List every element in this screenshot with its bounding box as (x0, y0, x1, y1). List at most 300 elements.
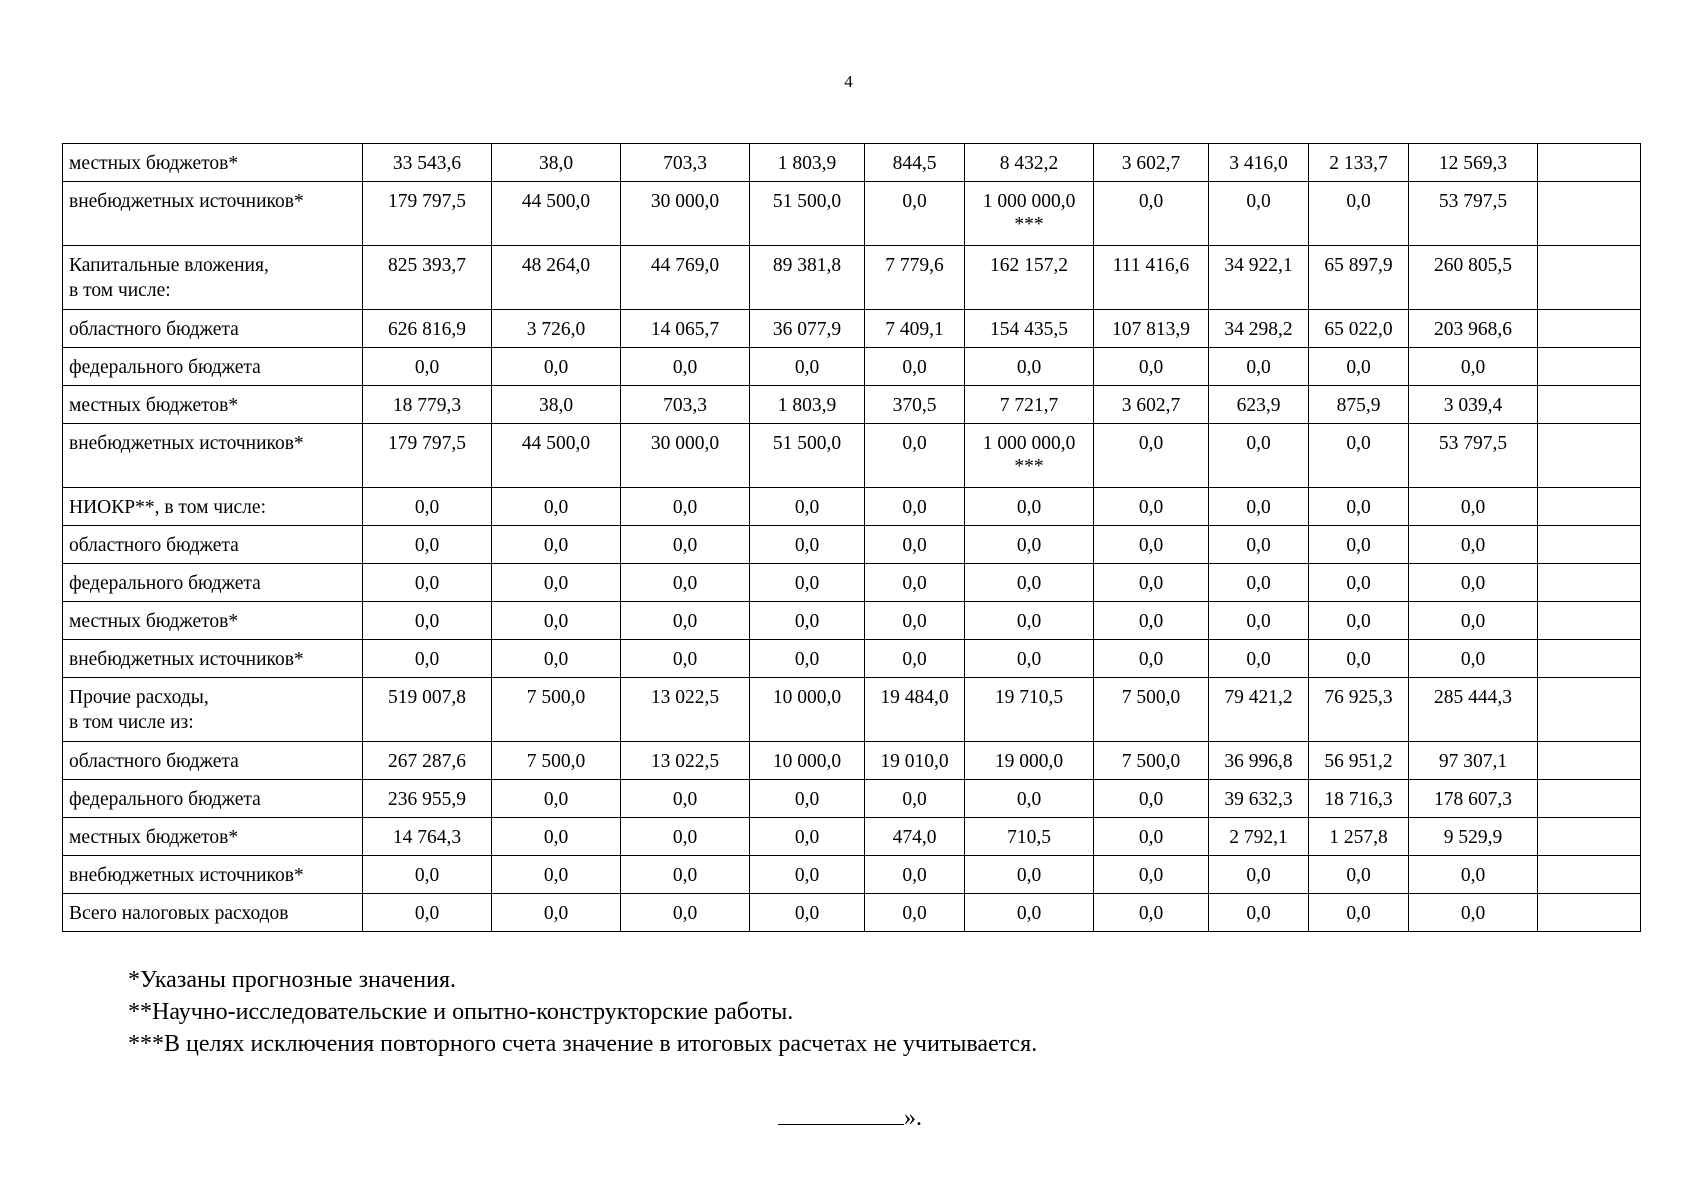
table-cell (492, 424, 621, 488)
table-cell (1309, 678, 1409, 742)
cell-value: 0,0 (1460, 611, 1486, 632)
cell-footnote-mark: *** (1014, 456, 1044, 477)
table-cell (1094, 144, 1209, 182)
table-body (63, 144, 1641, 932)
table-cell (1409, 742, 1538, 780)
table-cell (1209, 424, 1309, 488)
table-cell (865, 856, 965, 894)
table-cell (1538, 310, 1641, 348)
table-cell (1209, 602, 1309, 640)
cell-value: 0,0 (543, 573, 569, 594)
table-cell (1094, 894, 1209, 932)
table-cell (750, 182, 865, 246)
table-cell (363, 818, 492, 856)
cell-value: 0,0 (794, 573, 820, 594)
table-cell (750, 310, 865, 348)
table-cell (1094, 564, 1209, 602)
cell-value: 203 968,6 (1434, 319, 1512, 340)
table-cell (965, 144, 1094, 182)
cell-value: 1 803,9 (777, 153, 837, 174)
cell-value: 703,3 (663, 395, 707, 416)
cell-value: 0,0 (1016, 497, 1042, 518)
table-cell (492, 310, 621, 348)
cell-value: 89 381,8 (772, 255, 842, 276)
table-cell (865, 348, 965, 386)
row-label: федерального бюджета (63, 564, 363, 602)
cell-value: 0,0 (1246, 903, 1271, 924)
table-cell (363, 602, 492, 640)
cell-footnote-mark: *** (1014, 214, 1044, 235)
row-label: Прочие расходы, в том числе из: (63, 678, 363, 742)
table-cell (1309, 818, 1409, 856)
cell-value: 51 500,0 (772, 191, 842, 212)
table-cell (750, 894, 865, 932)
cell-value: 0,0 (414, 611, 440, 632)
table-cell (865, 602, 965, 640)
cell-value: 0,0 (672, 789, 698, 810)
table-cell (1209, 564, 1309, 602)
cell-value: 0,0 (414, 535, 440, 556)
cell-value: 0,0 (543, 827, 569, 848)
table-cell (621, 678, 750, 742)
table-cell (492, 246, 621, 310)
table-cell (621, 640, 750, 678)
cell-value: 79 421,2 (1224, 687, 1293, 708)
table-cell (492, 640, 621, 678)
cell-value: 19 000,0 (994, 751, 1064, 772)
table-cell (1409, 856, 1538, 894)
cell-value: 0,0 (672, 903, 698, 924)
table-cell (363, 526, 492, 564)
table-cell (1309, 424, 1409, 488)
table-cell (492, 818, 621, 856)
cell-value: 18 779,3 (392, 395, 462, 416)
table-cell (492, 526, 621, 564)
cell-value: 0,0 (1346, 903, 1371, 924)
row-label: местных бюджетов* (63, 602, 363, 640)
table-cell (1094, 856, 1209, 894)
table-cell (750, 348, 865, 386)
cell-value: 179 797,5 (388, 433, 466, 454)
table-cell (621, 424, 750, 488)
table-cell (1309, 144, 1409, 182)
row-label: внебюджетных источников* (63, 424, 363, 488)
table-cell (750, 526, 865, 564)
table-row (63, 424, 1641, 488)
cell-value: 65 022,0 (1324, 319, 1393, 340)
table-cell (865, 386, 965, 424)
table-cell (750, 386, 865, 424)
cell-value: 162 157,2 (990, 255, 1068, 276)
cell-value: 3 602,7 (1121, 153, 1181, 174)
table-cell (1309, 742, 1409, 780)
cell-value: 0,0 (902, 649, 927, 670)
table-cell (1409, 780, 1538, 818)
cell-value: 154 435,5 (990, 319, 1068, 340)
cell-value: 0,0 (1346, 433, 1371, 454)
table-cell (363, 348, 492, 386)
table-cell (621, 144, 750, 182)
cell-value: 12 569,3 (1438, 153, 1508, 174)
table-row (63, 310, 1641, 348)
table-cell (492, 742, 621, 780)
cell-value: 3 416,0 (1229, 153, 1288, 174)
cell-value: 0,0 (1460, 903, 1486, 924)
table-cell (1209, 894, 1309, 932)
table-cell (621, 742, 750, 780)
table-cell (1209, 386, 1309, 424)
table-cell (1538, 424, 1641, 488)
table-cell (1094, 742, 1209, 780)
table-cell (1094, 386, 1209, 424)
table-cell (492, 856, 621, 894)
table-cell (965, 640, 1094, 678)
cell-value: 3 726,0 (526, 319, 586, 340)
table-cell (1538, 894, 1641, 932)
cell-value: 285 444,3 (1434, 687, 1512, 708)
table-cell (750, 144, 865, 182)
cell-value: 0,0 (672, 497, 698, 518)
table-cell (363, 182, 492, 246)
cell-value: 0,0 (1016, 903, 1042, 924)
table-cell (1538, 386, 1641, 424)
table-cell (363, 678, 492, 742)
cell-value: 0,0 (794, 535, 820, 556)
cell-value: 0,0 (1246, 433, 1271, 454)
table-cell (965, 386, 1094, 424)
table-cell (750, 742, 865, 780)
table-cell (492, 678, 621, 742)
cell-value: 7 500,0 (1121, 687, 1181, 708)
table-cell (1094, 818, 1209, 856)
cell-value: 107 813,9 (1112, 319, 1190, 340)
cell-value: 111 416,6 (1112, 255, 1190, 276)
row-label: областного бюджета (63, 526, 363, 564)
cell-value: 0,0 (1016, 649, 1042, 670)
row-label: НИОКР**, в том числе: (63, 488, 363, 526)
cell-value: 370,5 (892, 395, 937, 416)
cell-value: 0,0 (1460, 865, 1486, 886)
cell-value: 0,0 (1460, 535, 1486, 556)
table-cell (965, 678, 1094, 742)
row-label: местных бюджетов* (63, 818, 363, 856)
cell-value: 710,5 (1007, 827, 1051, 848)
cell-value: 39 632,3 (1224, 789, 1293, 810)
table-cell (865, 424, 965, 488)
table-cell (1309, 780, 1409, 818)
table-row (63, 856, 1641, 894)
table-cell (1094, 182, 1209, 246)
cell-value: 0,0 (414, 357, 440, 378)
table-cell (621, 310, 750, 348)
table-cell (363, 780, 492, 818)
table-cell (621, 564, 750, 602)
cell-value: 0,0 (543, 611, 569, 632)
cell-value: 0,0 (902, 433, 927, 454)
cell-value: 19 710,5 (994, 687, 1064, 708)
table-cell (621, 488, 750, 526)
table-cell (1309, 386, 1409, 424)
cell-value: 0,0 (794, 827, 820, 848)
cell-value: 0,0 (414, 497, 440, 518)
table-cell (363, 856, 492, 894)
table-cell (1309, 894, 1409, 932)
cell-value: 0,0 (1346, 535, 1371, 556)
cell-value: 10 000,0 (772, 751, 842, 772)
table-cell (865, 182, 965, 246)
cell-value: 260 805,5 (1434, 255, 1512, 276)
cell-value: 0,0 (1346, 357, 1371, 378)
table-cell (1409, 246, 1538, 310)
table-cell (965, 310, 1094, 348)
row-label: Всего налоговых расходов (63, 894, 363, 932)
table-cell (1209, 488, 1309, 526)
cell-value: 0,0 (1016, 357, 1042, 378)
table-cell (1538, 602, 1641, 640)
cell-value: 0,0 (1246, 865, 1271, 886)
table-cell (865, 310, 965, 348)
table-cell (750, 780, 865, 818)
cell-value: 519 007,8 (388, 687, 466, 708)
table-cell (621, 602, 750, 640)
cell-value: 178 607,3 (1434, 789, 1512, 810)
cell-value: 0,0 (1246, 357, 1271, 378)
table-cell (1209, 144, 1309, 182)
table-cell (621, 818, 750, 856)
cell-value: 0,0 (543, 497, 569, 518)
table-cell (363, 144, 492, 182)
table-row (63, 780, 1641, 818)
cell-value: 44 769,0 (650, 255, 720, 276)
cell-value: 48 264,0 (521, 255, 591, 276)
table-cell (492, 894, 621, 932)
table-cell (1094, 310, 1209, 348)
table-cell (1209, 640, 1309, 678)
cell-value: 0,0 (1138, 497, 1164, 518)
table-cell (1538, 144, 1641, 182)
cell-value: 0,0 (902, 535, 927, 556)
cell-value: 0,0 (672, 535, 698, 556)
cell-value: 30 000,0 (650, 191, 720, 212)
table-cell (621, 894, 750, 932)
cell-value: 36 077,9 (772, 319, 842, 340)
budget-table (62, 143, 1641, 932)
cell-value: 0,0 (1246, 535, 1271, 556)
table-cell (1538, 564, 1641, 602)
cell-value: 0,0 (902, 357, 927, 378)
cell-value: 2 792,1 (1229, 827, 1288, 848)
row-label: Капитальные вложения, в том числе: (63, 246, 363, 310)
table-cell (750, 818, 865, 856)
table-cell (492, 780, 621, 818)
cell-value: 0,0 (1138, 191, 1164, 212)
cell-value: 0,0 (1138, 903, 1164, 924)
footnote-forecast: *Указаны прогнозные значения. (128, 967, 457, 993)
table-cell (1094, 602, 1209, 640)
table-cell (1094, 640, 1209, 678)
cell-value: 0,0 (794, 497, 820, 518)
table-cell (750, 246, 865, 310)
table-row (63, 894, 1641, 932)
cell-value: 36 996,8 (1224, 751, 1293, 772)
table-cell (1209, 818, 1309, 856)
cell-value: 0,0 (1138, 827, 1164, 848)
table-cell (363, 310, 492, 348)
table-cell (1309, 182, 1409, 246)
cell-value: 0,0 (1138, 573, 1164, 594)
table-cell (363, 488, 492, 526)
cell-value: 0,0 (1138, 865, 1164, 886)
table-cell (865, 564, 965, 602)
cell-value: 0,0 (1246, 573, 1271, 594)
table-row (63, 564, 1641, 602)
cell-value: 0,0 (414, 903, 440, 924)
cell-value: 0,0 (543, 535, 569, 556)
table-cell (492, 602, 621, 640)
table-cell (965, 526, 1094, 564)
cell-value: 1 803,9 (777, 395, 837, 416)
table-cell (1538, 742, 1641, 780)
cell-value: 825 393,7 (388, 255, 466, 276)
table-cell (363, 894, 492, 932)
cell-value: 0,0 (794, 649, 820, 670)
table-cell (865, 526, 965, 564)
table-cell (750, 564, 865, 602)
cell-value: 844,5 (892, 153, 937, 174)
cell-value: 236 955,9 (388, 789, 466, 810)
table-cell (363, 564, 492, 602)
table-cell (1538, 856, 1641, 894)
cell-value: 44 500,0 (521, 433, 591, 454)
cell-value: 13 022,5 (650, 751, 720, 772)
table-cell (1538, 182, 1641, 246)
cell-value: 38,0 (538, 153, 574, 174)
table-cell (492, 144, 621, 182)
cell-value: 0,0 (1138, 357, 1164, 378)
cell-value: 56 951,2 (1324, 751, 1393, 772)
cell-value: 7 721,7 (999, 395, 1059, 416)
cell-value: 0,0 (672, 827, 698, 848)
table-row (63, 640, 1641, 678)
footnotes (128, 964, 1037, 1060)
table-cell (492, 488, 621, 526)
cell-value: 30 000,0 (650, 433, 720, 454)
table-cell (1409, 894, 1538, 932)
table-cell (1094, 526, 1209, 564)
cell-value: 7 779,6 (885, 255, 944, 276)
cell-value: 1 257,8 (1329, 827, 1388, 848)
cell-value: 14 764,3 (392, 827, 462, 848)
table-cell (621, 348, 750, 386)
table-cell (492, 564, 621, 602)
row-label: областного бюджета (63, 742, 363, 780)
cell-value: 179 797,5 (388, 191, 466, 212)
table-cell (865, 742, 965, 780)
table-cell (492, 386, 621, 424)
table-row (63, 386, 1641, 424)
table-cell (1409, 348, 1538, 386)
table-cell (1309, 564, 1409, 602)
table-row (63, 526, 1641, 564)
table-cell (363, 386, 492, 424)
table-row (63, 602, 1641, 640)
cell-value: 53 797,5 (1438, 433, 1508, 454)
table-cell (1309, 856, 1409, 894)
cell-value: 0,0 (1246, 497, 1271, 518)
cell-value: 0,0 (902, 497, 927, 518)
cell-value: 10 000,0 (772, 687, 842, 708)
table-cell (1538, 348, 1641, 386)
table-cell (1309, 348, 1409, 386)
cell-value: 0,0 (1460, 649, 1486, 670)
table-cell (363, 246, 492, 310)
cell-value: 97 307,1 (1438, 751, 1508, 772)
table-cell (1209, 742, 1309, 780)
closing-line (778, 1098, 922, 1132)
cell-value: 0,0 (672, 865, 698, 886)
cell-value: 0,0 (1246, 649, 1271, 670)
cell-value: 3 039,4 (1443, 395, 1503, 416)
cell-value: 0,0 (672, 649, 698, 670)
table-cell (965, 246, 1094, 310)
table-cell (965, 424, 1094, 488)
cell-value: 3 602,7 (1121, 395, 1181, 416)
table-cell (1309, 488, 1409, 526)
table-cell (965, 564, 1094, 602)
cell-value: 0,0 (1246, 611, 1271, 632)
table-cell (965, 602, 1094, 640)
cell-value: 9 529,9 (1443, 827, 1503, 848)
cell-value: 0,0 (902, 611, 927, 632)
cell-value: 0,0 (794, 611, 820, 632)
cell-value: 0,0 (1138, 789, 1164, 810)
table-cell (750, 640, 865, 678)
cell-value: 0,0 (1346, 865, 1371, 886)
table-cell (965, 488, 1094, 526)
cell-value: 19 484,0 (880, 687, 949, 708)
cell-value: 0,0 (794, 357, 820, 378)
cell-value: 14 065,7 (650, 319, 720, 340)
table-cell (965, 348, 1094, 386)
table-cell (1538, 640, 1641, 678)
cell-value: 623,9 (1236, 395, 1281, 416)
signature-blank (778, 1098, 904, 1125)
table-cell (965, 780, 1094, 818)
table-cell (865, 818, 965, 856)
cell-value: 0,0 (1346, 573, 1371, 594)
cell-value: 0,0 (672, 357, 698, 378)
table-cell (1538, 780, 1641, 818)
cell-value: 0,0 (1460, 497, 1486, 518)
table-cell (1409, 640, 1538, 678)
row-label: местных бюджетов* (63, 386, 363, 424)
table-cell (621, 856, 750, 894)
cell-value: 65 897,9 (1324, 255, 1393, 276)
table-cell (1309, 602, 1409, 640)
cell-value: 0,0 (1016, 611, 1042, 632)
table-cell (865, 678, 965, 742)
cell-value: 44 500,0 (521, 191, 591, 212)
table-cell (1538, 678, 1641, 742)
cell-value: 0,0 (543, 789, 569, 810)
table-cell (965, 742, 1094, 780)
table-cell (750, 424, 865, 488)
cell-value: 474,0 (892, 827, 937, 848)
table-cell (1409, 310, 1538, 348)
table-row (63, 818, 1641, 856)
table-cell (965, 894, 1094, 932)
cell-value: 0,0 (902, 789, 927, 810)
